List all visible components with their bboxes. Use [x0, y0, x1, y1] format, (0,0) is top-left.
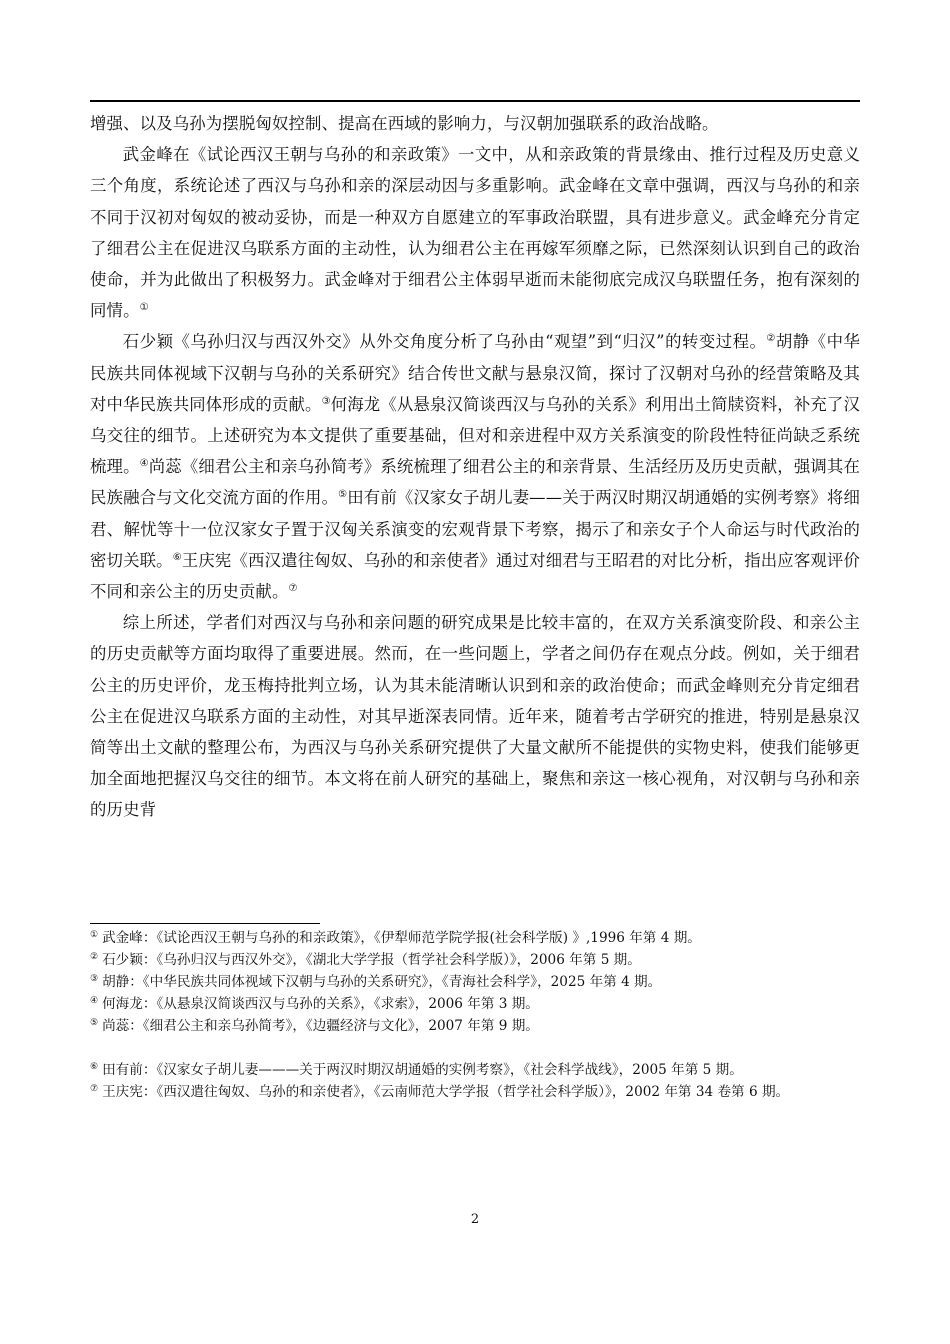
- body-paragraph: [90, 607, 860, 825]
- footnote-ref: ⑤: [338, 489, 348, 501]
- footnote-ref: ⑥: [172, 551, 182, 563]
- paragraph-text: 石少颖《乌孙归汉与西汉外交》从外交角度分析了乌孙由“观望”到“归汉”的转变过程。: [122, 332, 767, 352]
- footnotes: [90, 927, 860, 1103]
- footnote-ref: ④: [139, 458, 149, 470]
- footnote: [90, 971, 860, 993]
- footnote-mark: ③: [90, 974, 99, 984]
- paragraph-text: 胡静《中华民族共同体视域下汉朝与乌孙的关系研究》结合传世文献与悬泉汉简，探讨了汉朝对乌孙的经营策略及其对中华民族共同体形成的贡献。: [90, 332, 860, 414]
- page-number: 2: [470, 1212, 480, 1227]
- footnote-mark: ②: [90, 952, 99, 962]
- body-paragraph: [90, 326, 860, 607]
- body-text: [90, 108, 860, 826]
- body-paragraph: [90, 108, 860, 139]
- paragraph-text: 武金峰在《试论西汉王朝与乌孙的和亲政策》一文中，从和亲政策的背景缘由、推行过程及历史意义三个角度，系统论述了西汉与乌孙和亲的深层动因与多重影响。武金峰在文章中强调，西汉与乌孙的和亲不同于汉初对匈奴的被动妥协，而是一种双方自愿建立的军事政治联盟，具有进步意义。武金峰充分肯定了细君公主在促进汉乌联系方面的主动性，认为细君公主在再嫁军须靡之际，已然深刻认识到自己的政治使命，并为此做出了积极努力。武金峰对于细君公主体弱早逝而未能彻底完成汉乌联盟任务，抱有深刻的同情。: [90, 145, 860, 321]
- paragraph-text: 综上所述，学者们对西汉与乌孙和亲问题的研究成果是比较丰富的，在双方关系演变阶段、和亲公主的历史贡献等方面均取得了重要进展。然而，在一些问题上，学者之间仍存在观点分歧。例如，关于细君公主的历史评价，龙玉梅持批判立场，认为其未能清晰认识到和亲的政治使命；而武金峰则充分肯定细君公主在促进汉乌联系方面的主动性，对其早逝深表同情。近年来，随着考古学研究的推进，特别是悬泉汉简等出土文献的整理公布，为西汉与乌孙关系研究提供了大量文献所不能提供的实物史料，使我们能够更加全面地把握汉乌交往的细节。本文将在前人研究的基础上，聚焦和亲这一核心视角，对汉朝与乌孙和亲的历史背: [90, 613, 860, 820]
- footnote-text: 田有前：《汉家女子胡儿妻———关于两汉时期汉胡通婚的实例考察》，《社会科学战线》，2005 年第 5 期。: [102, 1062, 743, 1078]
- footnote-text: 何海龙：《从悬泉汉简谈西汉与乌孙的关系》，《求索》，2006 年第 3 期。: [102, 996, 539, 1012]
- paragraph-text: 田有前《汉家女子胡儿妻——关于两汉时期汉胡通婚的实例考察》将细君、解忧等十一位汉家女子置于汉匈关系演变的宏观背景下考察，揭示了和亲女子个人命运与时代政治的密切关联。: [90, 488, 860, 570]
- paragraph-text: 增强、以及乌孙为摆脱匈奴控制、提高在西域的影响力，与汉朝加强联系的政治战略。: [90, 114, 719, 133]
- footnote-mark: ④: [90, 996, 99, 1006]
- footnote: [90, 1059, 860, 1081]
- footnote: [90, 1015, 860, 1037]
- footnote-text: 石少颖：《乌孙归汉与西汉外交》，《湖北大学学报（哲学社会科学版）》，2006 年第 5 期。: [102, 952, 641, 968]
- paragraph-text: 何海龙《从悬泉汉简谈西汉与乌孙的关系》利用出土简牍资料，补充了汉乌交往的细节。上述研究为本文提供了重要基础，但对和亲进程中双方关系演变的阶段性特征尚缺乏系统梳理。: [90, 394, 861, 477]
- footnote: [90, 993, 860, 1015]
- footnote-mark: ⑤: [90, 1018, 99, 1028]
- footnote-text: 胡静：《中华民族共同体视域下汉朝与乌孙的关系研究》，《青海社会科学》，2025 年第 4 期。: [102, 974, 662, 990]
- footnote-text: 王庆宪：《西汉遣往匈奴、乌孙的和亲使者》，《云南师范大学学报（哲学社会科学版）》，2002 年第 34 卷第 6 期。: [102, 1084, 790, 1100]
- footnote-mark: ①: [90, 930, 99, 940]
- footnote-separator: [90, 923, 320, 924]
- footnote: [90, 1081, 860, 1103]
- footnote: [90, 949, 860, 971]
- footnote: [90, 927, 860, 949]
- paragraph-text: 尚蕊《细君公主和亲乌孙简考》系统梳理了细君公主的和亲背景、生活经历及历史贡献，强调其在民族融合与文化交流方面的作用。: [90, 457, 860, 508]
- footnote-mark: ⑥: [90, 1062, 99, 1072]
- footnote-ref: ⑦: [288, 583, 298, 595]
- paragraph-text: 王庆宪《西汉遣往匈奴、乌孙的和亲使者》通过对细君与王昭君的对比分析，指出应客观评价不同和亲公主的历史贡献。: [90, 550, 860, 602]
- footnote-ref: ①: [139, 302, 149, 314]
- footnote-text: 武金峰：《试论西汉王朝与乌孙的和亲政策》，《伊犁师范学院学报(社会科学版) 》,1996 年第 4 期。: [102, 930, 701, 946]
- body-paragraph: [90, 139, 860, 326]
- footnote-mark: ⑦: [90, 1084, 99, 1094]
- header-rule: [90, 100, 860, 102]
- footnote-text: 尚蕊：《细君公主和亲乌孙简考》，《边疆经济与文化》，2007 年第 9 期。: [102, 1018, 539, 1034]
- footnote-gap: [90, 1037, 860, 1059]
- footnote-ref: ③: [321, 395, 331, 407]
- footnote-ref: ②: [766, 333, 776, 345]
